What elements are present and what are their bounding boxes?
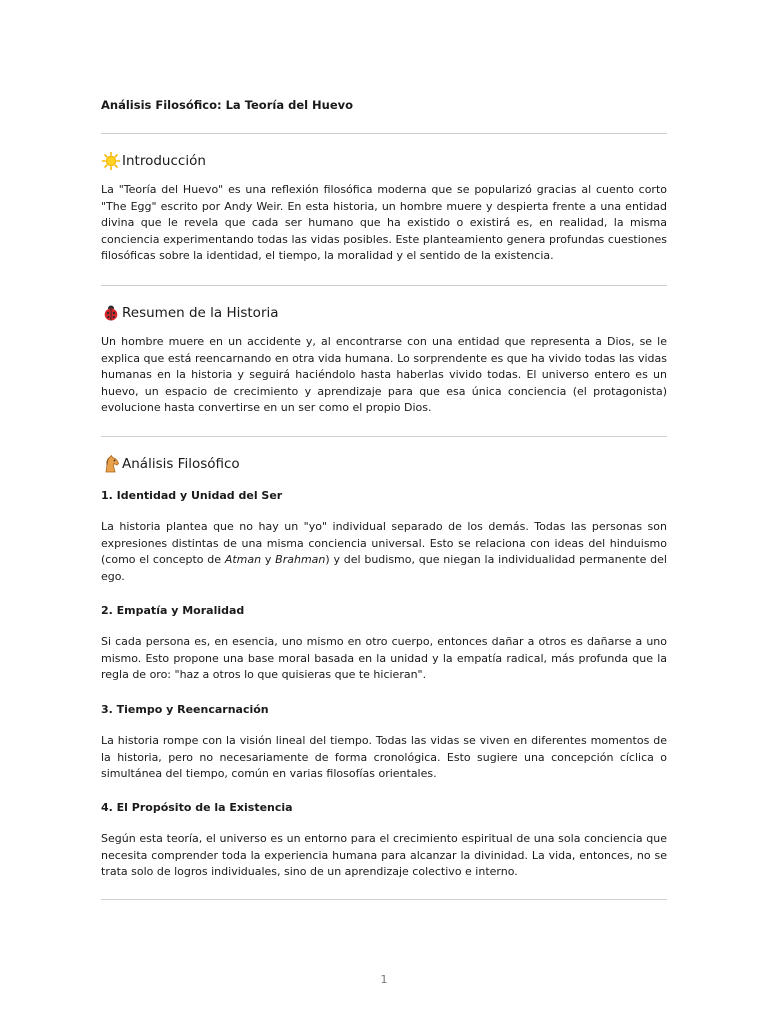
divider (101, 285, 667, 286)
ladybug-icon (101, 303, 121, 323)
subsection-heading-tiempo: 3. Tiempo y Reencarnación (101, 703, 269, 716)
section-heading-resumen (101, 303, 279, 323)
identidad-paragraph: La historia plantea que no hay un "yo" individual separado de los demás. Todas las personas son expresiones distintas de una misma conciencia universal. Esto se relaciona con ideas del hinduismo (como el concepto de Atman y Brahman) y del budismo, que niegan la individualidad permanente del ego. (101, 520, 667, 583)
subsection-heading-proposito: 4. El Propósito de la Existencia (101, 801, 293, 814)
divider (101, 899, 667, 900)
empatia-paragraph: Si cada persona es, en esencia, uno mismo en otro cuerpo, entonces dañar a otros es dañarse a uno mismo. Esto propone una base moral basada en la unidad y la empatía radical, más profunda que la regla de oro: "haz a otros lo que quisieras que te hicieran". (101, 635, 667, 682)
section-heading-label: Introducción (122, 153, 206, 169)
horse-icon (101, 454, 121, 474)
divider (101, 436, 667, 437)
document-title: Análisis Filosófico: La Teoría del Huevo (101, 98, 354, 112)
divider (101, 133, 667, 134)
page-number: 1 (380, 973, 388, 986)
section-heading-label: Resumen de la Historia (122, 305, 279, 321)
subsection-heading-identidad: 1. Identidad y Unidad del Ser (101, 489, 283, 502)
term-brahman: Brahman (275, 553, 326, 567)
tiempo-paragraph: La historia rompe con la visión lineal del tiempo. Todas las vidas se viven en diferentes momentos de la historia, pero no necesariamente de forma cronológica. Esto sugiere una concepción cíclica o simultánea del tiempo, común en varias filosofías orientales. (101, 734, 667, 781)
summary-paragraph: Un hombre muere en un accidente y, al encontrarse con una entidad que representa a Dios, se le explica que está reencarnando en otra vida humana. Lo sorprendente es que ha vivido todas las vidas humanas en la historia y seguirá haciéndolo hasta haberlas vivido todas. El universo entero es un huevo, un espacio de crecimiento y aprendizaje para que esa única conciencia (el protagonista) evolucione hasta convertirse en un ser como el propio Dios. (101, 335, 667, 415)
section-heading-introduccion (101, 151, 206, 171)
intro-paragraph: La "Teoría del Huevo" es una reflexión filosófica moderna que se popularizó gracias al cuento corto "The Egg" escrito por Andy Weir. En esta historia, un hombre muere y despierta frente a una entidad divina que le revela que cada ser humano que ha existido o existirá es, en realidad, la misma conciencia experimentando todas las vidas posibles. Este planteamiento genera profundas cuestiones filosóficas sobre la identidad, el tiempo, la moralidad y el sentido de la existencia. (101, 183, 667, 263)
subsection-heading-empatia: 2. Empatía y Moralidad (101, 604, 245, 617)
sun-icon (101, 151, 121, 171)
section-heading-label: Análisis Filosófico (122, 456, 240, 472)
proposito-paragraph: Según esta teoría, el universo es un entorno para el crecimiento espiritual de una sola conciencia que necesita comprender toda la experiencia humana para alcanzar la divinidad. La vida, entonces, no se trata solo de logros individuales, sino de un aprendizaje colectivo e interno. (101, 832, 667, 879)
section-heading-analisis (101, 454, 240, 474)
term-atman: Atman (224, 553, 262, 567)
